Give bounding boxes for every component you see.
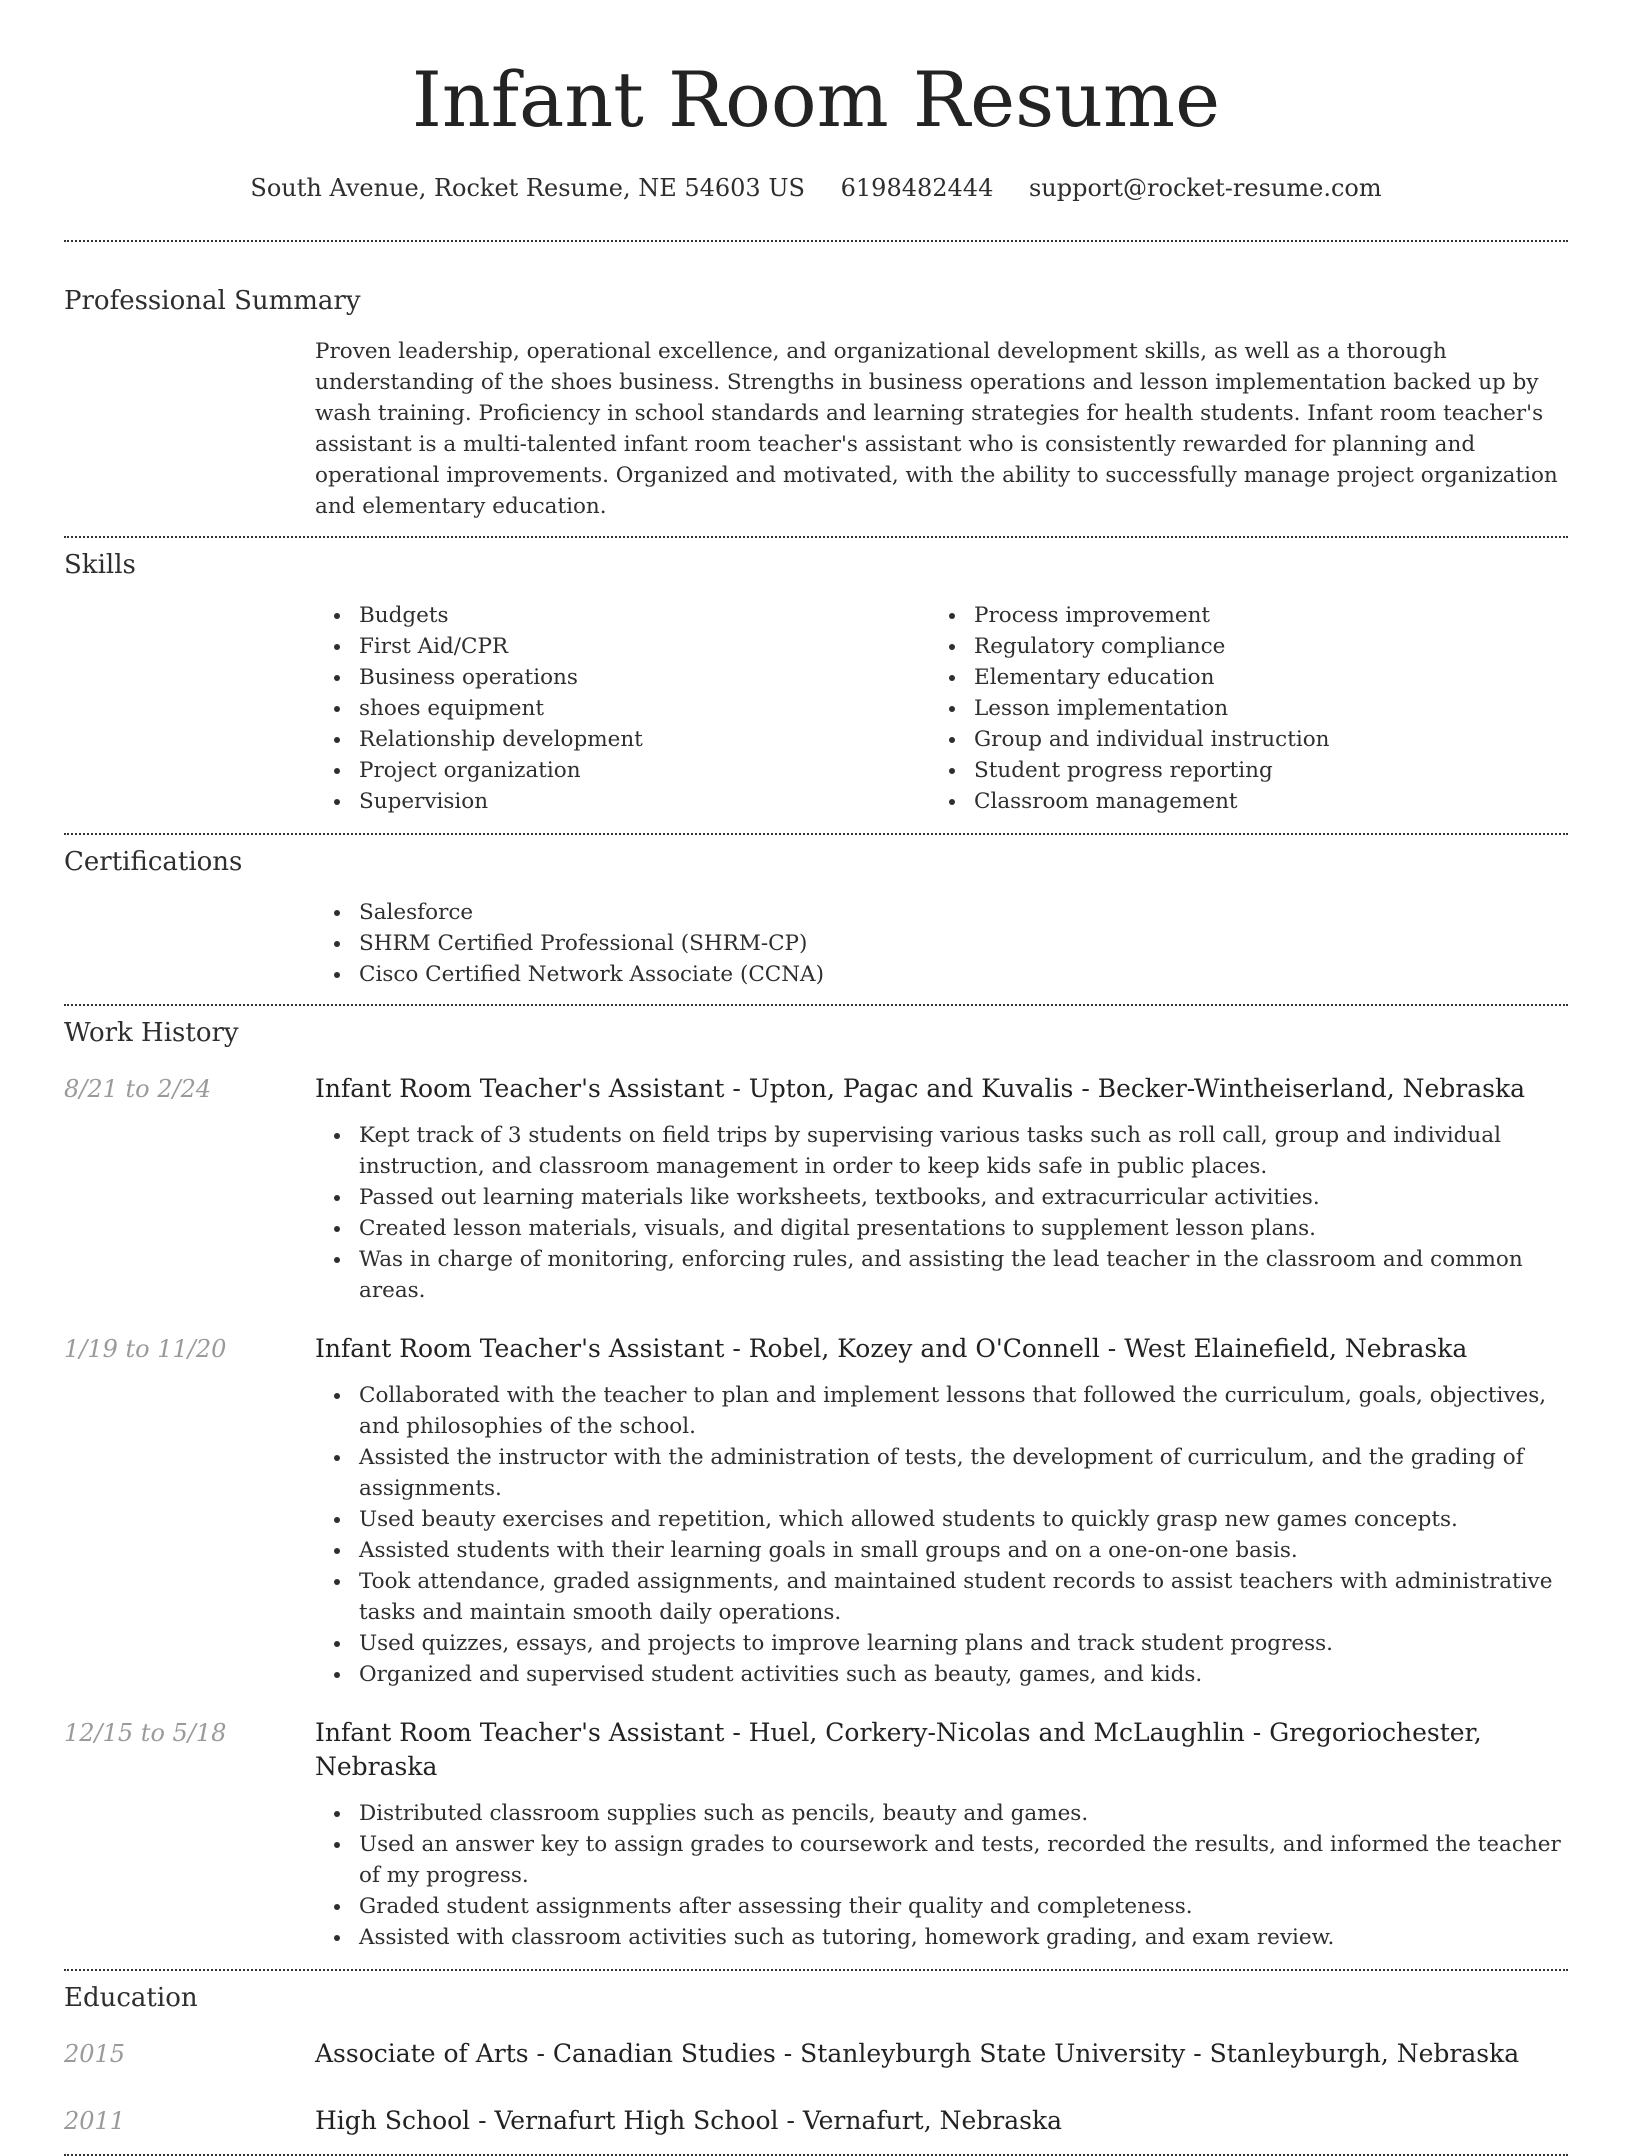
job-bullet: Was in charge of monitoring, enforcing rules, and assisting the lead teacher in the classroom and common areas.: [315, 1244, 1568, 1306]
education-entry: [64, 2037, 1568, 2071]
address: South Avenue, Rocket Resume, NE 54603 US: [250, 174, 805, 202]
education-date: 2015: [64, 2040, 126, 2068]
skill-item: Student progress reporting: [930, 755, 1545, 786]
job-bullet: Graded student assignments after assessing their quality and completeness.: [315, 1891, 1568, 1922]
skill-item: Supervision: [315, 786, 930, 817]
work-history-heading: Work History: [64, 1018, 239, 1048]
summary-heading: Professional Summary: [64, 286, 361, 316]
skill-item: Regulatory compliance: [930, 631, 1545, 662]
contact-line: [64, 172, 1568, 204]
job-bullet: Used quizzes, essays, and projects to improve learning plans and track student progress.: [315, 1628, 1568, 1659]
job-title: Infant Room Teacher's Assistant - Upton, Pagac and Kuvalis - Becker-Wintheiserland, Nebraska: [315, 1074, 1526, 1103]
job-bullet: Assisted students with their learning goals in small groups and on a one-on-one basis.: [315, 1535, 1568, 1566]
email: support@rocket-resume.com: [1028, 174, 1382, 202]
summary-text: Proven leadership, operational excellence, and organizational development skills, as well as a thorough understanding of the shoes business. Strengths in business operations and lesson implementation backed up by wash training. Proficiency in school standards and learning strategies for health students. Infant room teacher's assistant is a multi-talented infant room teacher's assistant who is consistently rewarded for planning and operational improvements. Organized and motivated, with the ability to successfully manage project organization and elementary education.: [315, 339, 1558, 519]
certification-item: SHRM Certified Professional (SHRM-CP): [315, 928, 1568, 959]
job-bullet: Collaborated with the teacher to plan and implement lessons that followed the curriculum, goals, objectives, and philosophies of the school.: [315, 1380, 1568, 1442]
divider: [64, 536, 1568, 538]
job-entry: [64, 1332, 1568, 1690]
skills-heading: Skills: [64, 550, 136, 580]
job-dates: 1/19 to 11/20: [64, 1335, 227, 1363]
skill-item: Classroom management: [930, 786, 1545, 817]
education-title: Associate of Arts - Canadian Studies - Stanleyburgh State University - Stanleyburgh, Nebraska: [315, 2039, 1520, 2068]
job-bullet: Assisted with classroom activities such as tutoring, homework grading, and exam review.: [315, 1922, 1568, 1953]
phone: 6198482444: [840, 174, 994, 202]
skill-item: Group and individual instruction: [930, 724, 1545, 755]
education-date: 2011: [64, 2107, 126, 2135]
job-bullet: Organized and supervised student activities such as beauty, games, and kids.: [315, 1659, 1568, 1690]
skill-item: First Aid/CPR: [315, 631, 930, 662]
education-section: [64, 1981, 1568, 2138]
job-bullet: Used an answer key to assign grades to coursework and tests, recorded the results, and informed the teacher of my progress.: [315, 1829, 1568, 1891]
certifications-section: [64, 845, 1568, 990]
resume-title: Infant Room Resume: [411, 55, 1221, 144]
education-title: High School - Vernafurt High School - Vernafurt, Nebraska: [315, 2106, 1063, 2135]
job-bullet: Assisted the instructor with the administration of tests, the development of curriculum, and the grading of assignments.: [315, 1442, 1568, 1504]
job-entry: [64, 1072, 1568, 1306]
skill-item: shoes equipment: [315, 693, 930, 724]
certifications-heading: Certifications: [64, 847, 243, 877]
certification-item: Salesforce: [315, 897, 1568, 928]
skill-item: Process improvement: [930, 600, 1545, 631]
job-dates: 8/21 to 2/24: [64, 1075, 212, 1103]
work-history-section: [64, 1016, 1568, 1953]
divider: [64, 1004, 1568, 1006]
job-bullet: Kept track of 3 students on field trips by supervising various tasks such as roll call, group and individual instruction, and classroom management in order to keep kids safe in public places.: [315, 1120, 1568, 1182]
skills-list-left: [315, 600, 930, 817]
job-dates: 12/15 to 5/18: [64, 1719, 227, 1747]
divider: [64, 240, 1568, 242]
summary-section: [64, 284, 1568, 522]
certifications-list: [315, 897, 1568, 990]
job-bullet: Created lesson materials, visuals, and digital presentations to supplement lesson plans.: [315, 1213, 1568, 1244]
resume-page: [64, 0, 1568, 2156]
skills-section: [64, 548, 1568, 817]
skill-item: Relationship development: [315, 724, 930, 755]
job-title: Infant Room Teacher's Assistant - Huel, Corkery-Nicolas and McLaughlin - Gregoriochester, Nebraska: [315, 1718, 1482, 1781]
divider: [64, 1969, 1568, 1971]
education-heading: Education: [64, 1983, 198, 2013]
job-bullet: Took attendance, graded assignments, and maintained student records to assist teachers with administrative tasks and maintain smooth daily operations.: [315, 1566, 1568, 1628]
job-title: Infant Room Teacher's Assistant - Robel, Kozey and O'Connell - West Elainefield, Nebraska: [315, 1334, 1468, 1363]
certification-item: Cisco Certified Network Associate (CCNA): [315, 959, 1568, 990]
job-bullets: [315, 1798, 1568, 1953]
job-bullets: [315, 1380, 1568, 1690]
education-entry: [64, 2104, 1568, 2138]
divider: [64, 833, 1568, 835]
job-entry: [64, 1716, 1568, 1953]
job-bullet: Passed out learning materials like worksheets, textbooks, and extracurricular activities.: [315, 1182, 1568, 1213]
job-bullet: Distributed classroom supplies such as pencils, beauty and games.: [315, 1798, 1568, 1829]
job-bullets: [315, 1120, 1568, 1306]
skill-item: Elementary education: [930, 662, 1545, 693]
skill-item: Business operations: [315, 662, 930, 693]
skills-list-right: [930, 600, 1545, 817]
job-bullet: Used beauty exercises and repetition, which allowed students to quickly grasp new games concepts.: [315, 1504, 1568, 1535]
skill-item: Project organization: [315, 755, 930, 786]
skill-item: Budgets: [315, 600, 930, 631]
skill-item: Lesson implementation: [930, 693, 1545, 724]
